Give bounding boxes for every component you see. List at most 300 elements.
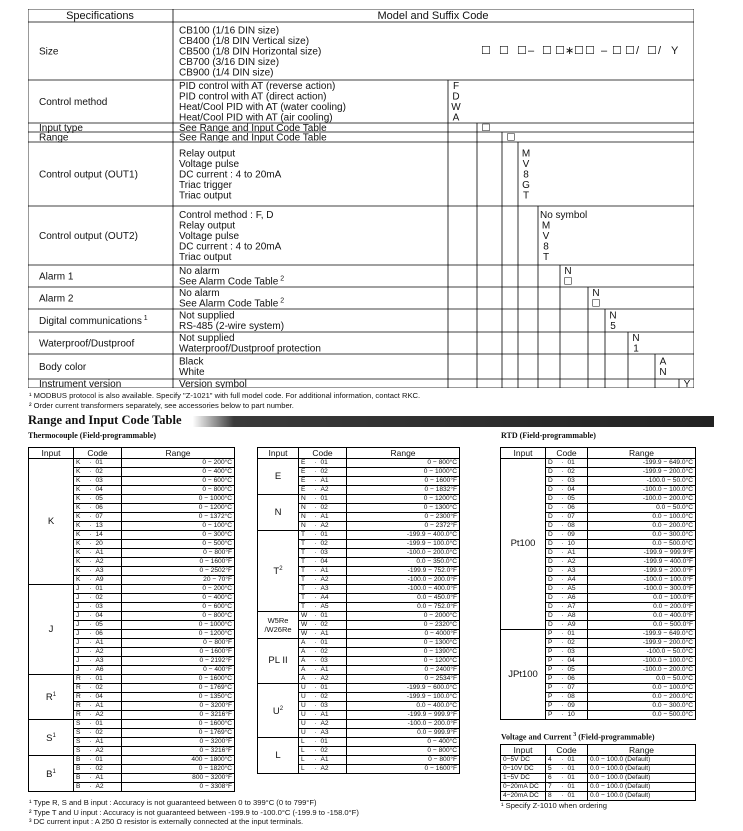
range-value: 0 − 1600°F — [122, 648, 235, 657]
range-value: 0.0 − 100.0 (Default) — [588, 792, 696, 801]
code-number: 02 — [319, 504, 347, 513]
code-number: 07 — [94, 513, 122, 522]
code-number: A3 — [566, 567, 588, 576]
code-number: 02 — [319, 468, 347, 477]
input-type: $S^1$ — [29, 720, 74, 756]
code-number: 02 — [94, 729, 122, 738]
rtd-table — [500, 447, 696, 720]
code-separator: · — [89, 585, 92, 592]
code-separator: · — [561, 612, 564, 619]
input-type: PL II — [258, 639, 299, 684]
code-number: 07 — [566, 684, 588, 693]
spec-item: CB700 (3/16 DIN size) — [179, 56, 280, 68]
range-value: 0 − 4000°F — [347, 630, 460, 639]
code-letter: K — [74, 513, 88, 522]
code-letter: K — [74, 567, 88, 576]
model-code-symbol: ☐ — [574, 45, 584, 57]
code-separator: · — [314, 558, 317, 565]
code-separator: · — [89, 522, 92, 529]
code-number: 01 — [319, 738, 347, 747]
code-number: 08 — [566, 522, 588, 531]
code-number: 02 — [94, 468, 122, 477]
spec-code: W — [451, 102, 461, 113]
spec-item: See Alarm Code Table $^2$ — [179, 275, 285, 288]
spec-item: DC current : 4 to 20mA — [179, 241, 282, 253]
range-value: 0 − 400°C — [347, 738, 460, 747]
code-separator: · — [561, 711, 564, 718]
code-letter: K — [74, 531, 88, 540]
code-letter: D — [546, 459, 560, 468]
range-value: 0 − 2192°F — [122, 657, 235, 666]
code-letter: L — [299, 747, 313, 756]
code-letter: K — [74, 504, 88, 513]
range-value: 0 − 3216°F — [122, 747, 235, 756]
code-number: 03 — [319, 702, 347, 711]
code-separator: · — [89, 738, 92, 745]
code-letter: K — [74, 495, 88, 504]
range-value: 0 − 1390°C — [347, 648, 460, 657]
code-number: A5 — [566, 585, 588, 594]
range-value: 0.0 − 100.0°C — [588, 513, 696, 522]
spec-code: A — [452, 112, 460, 124]
spec-item: See Range and Input Code Table — [179, 122, 327, 134]
range-value: 0.0 − 100.0 (Default) — [588, 765, 696, 774]
header-input: Input — [29, 448, 74, 459]
range-value: 0 − 1300°C — [347, 504, 460, 513]
code-letter: D — [546, 522, 560, 531]
table-row — [258, 612, 460, 621]
code-separator: · — [561, 792, 564, 799]
code-letter: R — [74, 711, 88, 720]
range-value: 0 − 3216°F — [122, 711, 235, 720]
code-separator: · — [314, 612, 317, 619]
code-number: 02 — [319, 621, 347, 630]
code-number: A2 — [319, 765, 347, 774]
range-value: -199.9 − 200.0°C — [588, 639, 696, 648]
code-letter: D — [546, 612, 560, 621]
code-number: 01 — [319, 612, 347, 621]
code-number: 01 — [319, 684, 347, 693]
thermocouple-table-left — [28, 447, 235, 792]
code-separator: · — [314, 513, 317, 520]
model-code-symbol: ☐ — [647, 45, 657, 57]
code-separator: · — [89, 702, 92, 709]
code-letter: D — [546, 513, 560, 522]
code-letter: R — [74, 702, 88, 711]
code-number: 01 — [319, 495, 347, 504]
code-letter: D — [546, 549, 560, 558]
code-letter: D — [546, 477, 560, 486]
code-number: A9 — [94, 576, 122, 585]
code-number: 01 — [319, 459, 347, 468]
range-value: 0 − 1372°C — [122, 513, 235, 522]
code-separator: · — [89, 648, 92, 655]
range-value: 0.0 − 100.0 (Default) — [588, 774, 696, 783]
code-number: 03 — [319, 549, 347, 558]
range-value: -199.9 − 999.9°F — [588, 549, 696, 558]
table-row — [501, 783, 696, 792]
code-letter: N — [299, 522, 313, 531]
range-value: 0 − 1600°F — [122, 558, 235, 567]
code-separator: · — [89, 513, 92, 520]
code-separator: · — [89, 549, 92, 556]
code-number: 02 — [94, 684, 122, 693]
code-separator: · — [89, 711, 92, 718]
spec-code: ☐ — [506, 132, 516, 144]
code-letter: N — [299, 504, 313, 513]
range-value: 0 − 2372°F — [347, 522, 460, 531]
code-letter: J — [74, 630, 88, 639]
code-number: 14 — [94, 531, 122, 540]
code-number: 01 — [566, 774, 588, 783]
code-separator: · — [314, 639, 317, 646]
range-value: -199.9 − 200.0°F — [588, 567, 696, 576]
code-number: 06 — [566, 675, 588, 684]
code-number: A1 — [319, 666, 347, 675]
code-letter: W — [299, 621, 313, 630]
range-value: -100.0 − 100.0°C — [588, 657, 696, 666]
table-row — [29, 756, 235, 765]
code-number: A4 — [566, 576, 588, 585]
range-value: -199.9 − 649.0°C — [588, 459, 696, 468]
spec-item: No alarm — [179, 288, 220, 299]
code-letter: 8 — [546, 792, 560, 801]
spec-item: Voltage pulse — [179, 158, 240, 170]
code-separator: · — [561, 684, 564, 691]
spec-code: 1 — [633, 343, 639, 355]
code-number: A2 — [319, 486, 347, 495]
spec-label: Control output (OUT2) — [39, 231, 138, 242]
code-separator: · — [561, 756, 564, 763]
code-number: 05 — [94, 495, 122, 504]
header-input: Input — [258, 448, 299, 459]
range-value: 0.0 − 200.0°C — [588, 522, 696, 531]
code-number: 01 — [319, 531, 347, 540]
code-separator: · — [89, 621, 92, 628]
vc-subtitle: Voltage and Current $^3$ (Field-programmable) — [501, 732, 655, 742]
code-number: A2 — [319, 720, 347, 729]
range-value: 0 − 600°C — [122, 603, 235, 612]
code-separator: · — [314, 756, 317, 763]
model-code-symbol: ☐ — [542, 45, 552, 57]
range-value: -199.9 − 200.0°C — [588, 468, 696, 477]
code-letter: K — [74, 468, 88, 477]
code-separator: · — [89, 666, 92, 673]
table-row — [501, 459, 696, 468]
code-separator: · — [561, 531, 564, 538]
code-separator: · — [89, 630, 92, 637]
code-separator: · — [89, 639, 92, 646]
code-number: 02 — [319, 693, 347, 702]
voltage-current-table — [500, 744, 696, 801]
code-letter: D — [546, 504, 560, 513]
spec-code: F — [452, 81, 460, 92]
code-number: A1 — [566, 549, 588, 558]
spec-item: CB500 (1/8 DIN Horizontal size) — [179, 46, 322, 58]
code-number: A7 — [566, 603, 588, 612]
code-separator: · — [314, 567, 317, 574]
range-value: 800 − 3200°F — [122, 774, 235, 783]
code-separator: · — [314, 702, 317, 709]
spec-item: PID control with AT (reverse action) — [179, 81, 336, 92]
table-row — [258, 459, 460, 468]
code-letter: L — [299, 738, 313, 747]
range-value: 0 − 1200°C — [347, 657, 460, 666]
code-number: 06 — [94, 630, 122, 639]
code-separator: · — [89, 567, 92, 574]
code-separator: · — [89, 540, 92, 547]
code-letter: D — [546, 540, 560, 549]
code-number: 02 — [94, 765, 122, 774]
code-letter: P — [546, 630, 560, 639]
code-number: A1 — [319, 477, 347, 486]
range-value: 0 − 1769°C — [122, 684, 235, 693]
code-letter: T — [299, 594, 313, 603]
range-value: 0.0 − 752.0°F — [347, 603, 460, 612]
code-number: 02 — [319, 747, 347, 756]
code-letter: B — [74, 756, 88, 765]
code-separator: · — [89, 477, 92, 484]
spec-code: V — [542, 230, 550, 242]
code-separator: · — [561, 675, 564, 682]
code-letter: J — [74, 612, 88, 621]
range-value: -199.9 − 400.0°F — [588, 558, 696, 567]
code-letter: T — [299, 531, 313, 540]
range-value: -100.0 − 200.0°C — [588, 495, 696, 504]
range-value: 0 − 1600°C — [122, 720, 235, 729]
code-separator: · — [89, 486, 92, 493]
code-separator: · — [314, 522, 317, 529]
code-letter: K — [74, 477, 88, 486]
code-number: 03 — [319, 657, 347, 666]
code-separator: · — [314, 549, 317, 556]
code-separator: · — [314, 459, 317, 466]
code-separator: · — [561, 504, 564, 511]
code-separator: · — [561, 702, 564, 709]
range-value: 0 − 300°C — [122, 531, 235, 540]
header-code: Code — [546, 745, 588, 756]
code-separator: · — [314, 675, 317, 682]
range-value: 0.0 − 500.0°F — [588, 621, 696, 630]
code-number: A2 — [319, 522, 347, 531]
range-value: -100.0 − 200.0°F — [347, 720, 460, 729]
code-number: 06 — [566, 504, 588, 513]
header-input: Input — [501, 448, 546, 459]
spec-code: ☐ — [563, 276, 573, 288]
input-type: JPt100 — [501, 630, 546, 720]
code-number: A5 — [319, 603, 347, 612]
range-value: 0.0 − 999.9°F — [347, 729, 460, 738]
input-type: $U^2$ — [258, 684, 299, 738]
code-number: 05 — [566, 666, 588, 675]
footnote-1: ¹ Type R, S and B input : Accuracy is not guaranteed between 0 to 399°C (0 to 799°F) — [29, 798, 317, 807]
range-value: 0 − 1000°C — [347, 468, 460, 477]
model-code-symbol: – — [601, 45, 608, 57]
range-value: 0 − 3200°F — [122, 738, 235, 747]
range-value: 0.0 − 100.0°F — [588, 594, 696, 603]
spec-label: Waterproof/Dustproof — [39, 338, 135, 350]
spec-code: V — [522, 158, 530, 170]
code-separator: · — [314, 486, 317, 493]
spec-code: ☐ — [481, 122, 491, 134]
code-number: A6 — [566, 594, 588, 603]
range-value: 0 − 100°C — [122, 522, 235, 531]
code-letter: S — [74, 747, 88, 756]
code-letter: T — [299, 603, 313, 612]
spec-item: RS-485 (2-wire system) — [179, 321, 285, 332]
spec-label: Instrument version — [39, 379, 122, 388]
code-separator: · — [561, 666, 564, 673]
model-code-symbol: / — [636, 45, 640, 57]
table-row — [258, 639, 460, 648]
code-letter: D — [546, 486, 560, 495]
spec-code: Y — [683, 378, 691, 388]
input-type: 0−20mA DC — [501, 783, 546, 792]
model-code-symbol: ☐ — [625, 45, 635, 57]
spec-note-2: ² Order current transformers separately, see accessories below to part number. — [29, 401, 294, 410]
spec-code: N — [632, 333, 640, 344]
code-number: 01 — [566, 783, 588, 792]
code-number: A2 — [94, 711, 122, 720]
code-letter: R — [74, 684, 88, 693]
code-letter: J — [74, 603, 88, 612]
code-separator: · — [89, 684, 92, 691]
code-letter: J — [74, 621, 88, 630]
table-row — [29, 459, 235, 468]
spec-item: Control method : F, D — [179, 209, 274, 221]
code-number: 01 — [94, 675, 122, 684]
range-value: 0 − 1200°C — [122, 630, 235, 639]
code-separator: · — [89, 504, 92, 511]
range-value: 0 − 800°C — [122, 612, 235, 621]
code-number: 05 — [94, 621, 122, 630]
spec-code: G — [522, 179, 530, 191]
range-value: 0 − 200°C — [122, 585, 235, 594]
range-value: -100.0 − 200.0°C — [588, 666, 696, 675]
code-letter: B — [74, 774, 88, 783]
header-range: Range — [122, 448, 235, 459]
code-separator: · — [561, 693, 564, 700]
code-separator: · — [561, 576, 564, 583]
spec-label: Digital communications $^1$ — [39, 315, 148, 327]
code-letter: T — [299, 576, 313, 585]
code-letter: U — [299, 693, 313, 702]
code-number: A1 — [319, 756, 347, 765]
code-separator: · — [561, 558, 564, 565]
code-letter: R — [74, 693, 88, 702]
code-number: 04 — [94, 693, 122, 702]
code-number: 10 — [566, 540, 588, 549]
spec-item: PID control with AT (direct action) — [179, 91, 327, 103]
code-separator: · — [561, 774, 564, 781]
code-separator: · — [561, 459, 564, 466]
code-letter: J — [74, 666, 88, 675]
range-value: 0 − 1350°C — [122, 693, 235, 702]
spec-item: See Alarm Code Table $^2$ — [179, 297, 285, 310]
input-type: $T^2$ — [258, 531, 299, 612]
code-letter: P — [546, 711, 560, 720]
code-number: 03 — [566, 477, 588, 486]
table-row — [501, 630, 696, 639]
range-value: 0 − 600°C — [122, 477, 235, 486]
spec-item: Triac output — [179, 190, 232, 202]
code-number: A3 — [319, 585, 347, 594]
header-input: Input — [501, 745, 546, 756]
code-separator: · — [561, 522, 564, 529]
code-letter: J — [74, 585, 88, 594]
code-letter: K — [74, 558, 88, 567]
code-separator: · — [89, 468, 92, 475]
spec-item: See Range and Input Code Table — [179, 132, 327, 144]
code-separator: · — [314, 477, 317, 484]
range-value: -199.9 − 100.0°C — [347, 693, 460, 702]
footnote-2: ² Type T and U input : Accuracy is not guaranteed between -199.9 to -100.0°C (-199.9 to -158.0°F) — [29, 807, 359, 817]
range-value: 0 − 1600°F — [347, 477, 460, 486]
code-separator: · — [314, 468, 317, 475]
code-letter: K — [74, 459, 88, 468]
range-value: 0 − 2534°F — [347, 675, 460, 684]
code-separator: · — [89, 612, 92, 619]
code-letter: T — [299, 558, 313, 567]
code-separator: · — [314, 666, 317, 673]
code-number: 01 — [566, 792, 588, 801]
range-value: 0 − 800°F — [347, 756, 460, 765]
model-code-symbol: ☐ — [517, 45, 527, 57]
code-separator: · — [89, 783, 92, 790]
range-value: -199.9 − 999.9°F — [347, 711, 460, 720]
range-value: 0 − 3308°F — [122, 783, 235, 792]
spec-note-1: ¹ MODBUS protocol is also available. Specify "Z-1021" with full model code. For additional information, contact RKC. — [29, 391, 421, 400]
range-value: 0.0 − 50.0°C — [588, 675, 696, 684]
header-code: Code — [74, 448, 122, 459]
code-number: A1 — [94, 639, 122, 648]
code-letter: J — [74, 657, 88, 666]
code-separator: · — [561, 765, 564, 772]
range-value: 0 − 2400°F — [347, 666, 460, 675]
spec-item: Heat/Cool PID with AT (water cooling) — [179, 102, 346, 113]
spec-code: M — [541, 220, 551, 232]
code-number: 02 — [319, 648, 347, 657]
spec-item: Voltage pulse — [179, 230, 240, 242]
code-separator: · — [314, 621, 317, 628]
input-type: L — [258, 738, 299, 774]
code-separator: · — [561, 783, 564, 790]
range-value: -100.0 − 200.0°C — [347, 549, 460, 558]
code-letter: A — [299, 675, 313, 684]
range-value: 0 − 1820°C — [122, 765, 235, 774]
code-number: 03 — [566, 648, 588, 657]
code-letter: D — [546, 531, 560, 540]
code-letter: U — [299, 702, 313, 711]
header-range: Range — [588, 745, 696, 756]
table-row — [258, 495, 460, 504]
code-number: A1 — [94, 738, 122, 747]
range-value: -199.9 − 649.0°C — [588, 630, 696, 639]
range-value: 0.0 − 450.0°F — [347, 594, 460, 603]
code-number: A2 — [566, 558, 588, 567]
range-value: 0.0 − 500.0°C — [588, 711, 696, 720]
code-separator: · — [561, 540, 564, 547]
range-value: 0 − 800°C — [347, 459, 460, 468]
code-letter: D — [546, 567, 560, 576]
code-letter: P — [546, 648, 560, 657]
code-letter: J — [74, 639, 88, 648]
code-number: A1 — [319, 567, 347, 576]
code-letter: D — [546, 558, 560, 567]
code-separator: · — [314, 729, 317, 736]
spec-header-left: Specifications — [66, 10, 134, 22]
code-number: A3 — [94, 567, 122, 576]
